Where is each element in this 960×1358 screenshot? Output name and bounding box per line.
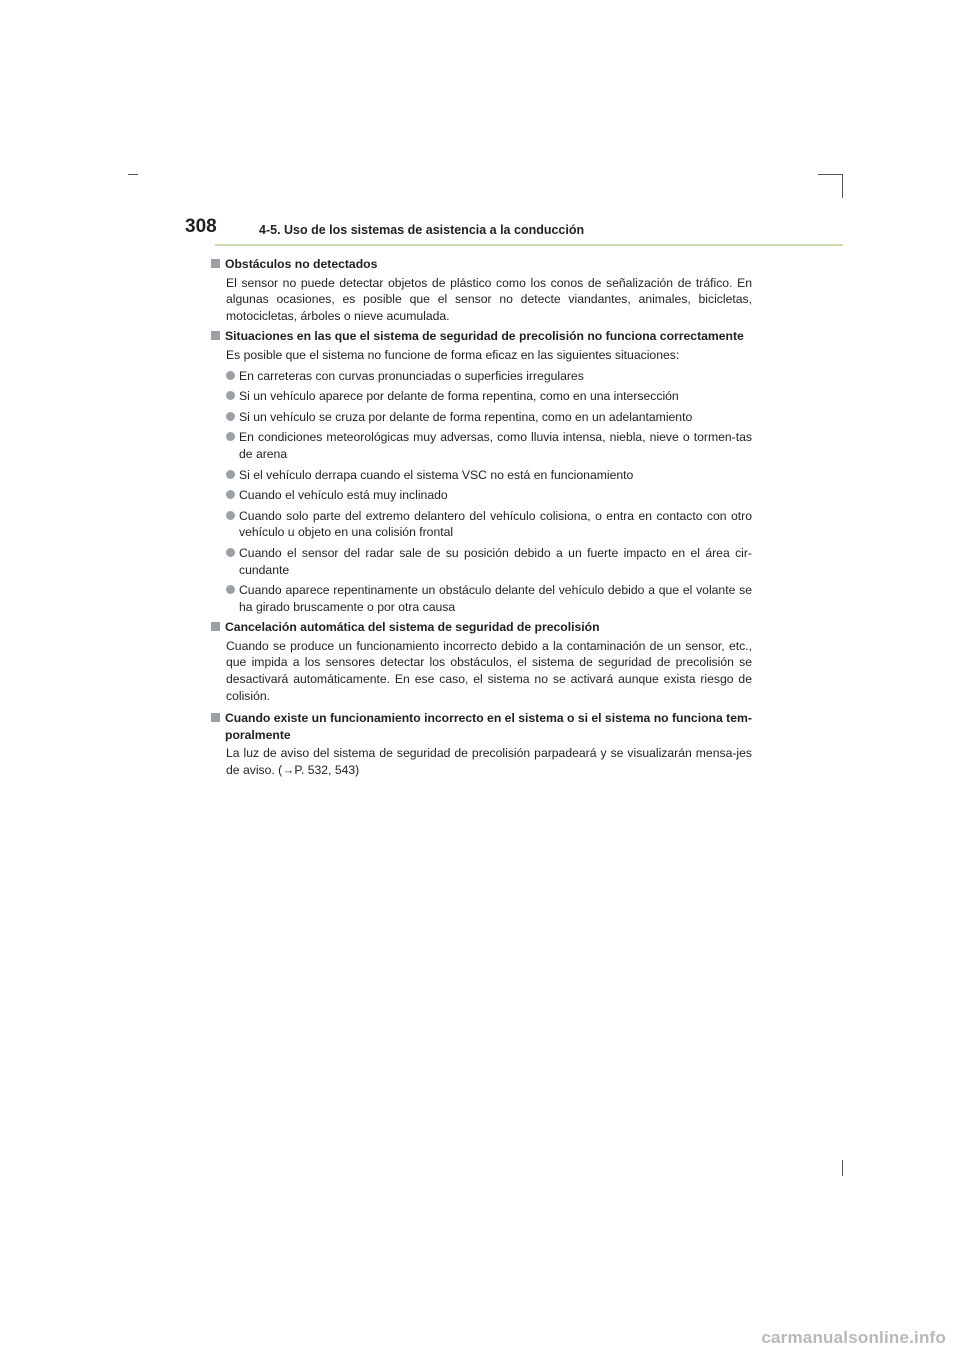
dot-bullet-icon <box>226 412 235 421</box>
section-paragraph: La luz de aviso del sistema de seguridad de precolisión parpadeará y se visualizarán mensa-jes de aviso. (→P. 532, 543) <box>226 746 752 778</box>
section-paragraph: El sensor no puede detectar objetos de plástico como los conos de señalización de tráfico. En algunas ocasiones, es posible que el sensor no detecte viandantes, animales, bicicletas, motocicletas, árboles o nieve acumulada. <box>226 275 752 323</box>
section-heading <box>211 328 752 345</box>
list-item <box>211 582 752 615</box>
square-bullet-icon <box>211 622 220 631</box>
chapter-title: 4-5. Uso de los sistemas de asistencia a la conducción <box>259 223 585 237</box>
page-content <box>211 256 752 779</box>
crop-mark <box>842 174 843 198</box>
dot-bullet-icon <box>226 470 235 479</box>
list-item-text: Cuando el sensor del radar sale de su posición debido a un fuerte impacto en el área cir-cundante <box>239 545 752 577</box>
bullet-list <box>211 368 752 616</box>
section-heading <box>211 256 752 273</box>
dot-bullet-icon <box>226 490 235 499</box>
square-bullet-icon <box>211 331 220 340</box>
square-bullet-icon <box>211 713 220 722</box>
dot-bullet-icon <box>226 511 235 520</box>
crop-mark <box>818 174 842 175</box>
section-heading <box>211 619 752 636</box>
page-number: 308 <box>185 216 217 237</box>
square-bullet-icon <box>211 259 220 268</box>
crop-mark <box>842 1160 843 1176</box>
section-title: Cancelación automática del sistema de seguridad de precolisión <box>225 620 600 635</box>
list-item <box>211 429 752 462</box>
header-divider <box>215 244 843 246</box>
list-item <box>211 368 752 385</box>
section-title: Obstáculos no detectados <box>225 257 378 271</box>
watermark: carmanualsonline.info <box>761 1328 946 1347</box>
list-item-text: En condiciones meteorológicas muy adversas, como lluvia intensa, niebla, nieve o tormen-tas de arena <box>239 430 752 461</box>
list-item-text: Cuando aparece repentinamente un obstáculo delante del vehículo debido a que el volante se ha girado bruscamente o por otra causa <box>239 583 752 614</box>
dot-bullet-icon <box>226 585 235 594</box>
list-item <box>211 409 752 426</box>
section-heading <box>211 710 752 743</box>
list-item <box>211 545 752 578</box>
section-title: Cuando existe un funcionamiento incorrecto en el sistema o si el sistema no funciona tem-poralmente <box>225 711 752 742</box>
list-item <box>211 487 752 504</box>
section-paragraph: Cuando se produce un funcionamiento incorrecto debido a la contaminación de un sensor, etc., que impida a los sensores detectar los obstáculos, el sistema de seguridad de precolisión se desactivará automáticamente. En ese caso, el sistema no se activará aunque exista riesgo de colisión. <box>226 638 752 703</box>
section-title: Situaciones en las que el sistema de seguridad de precolisión no funciona correctamente <box>225 329 744 344</box>
crop-mark <box>128 174 138 175</box>
list-item-text: Si un vehículo aparece por delante de forma repentina, como en una intersección <box>239 389 679 404</box>
dot-bullet-icon <box>226 548 235 557</box>
list-item <box>211 467 752 484</box>
list-item-text: En carreteras con curvas pronunciadas o superficies irregulares <box>239 368 584 383</box>
list-item-text: Si un vehículo se cruza por delante de forma repentina, como en un adelantamiento <box>239 409 693 424</box>
list-item-text: Cuando el vehículo está muy inclinado <box>239 488 448 503</box>
section-paragraph: Es posible que el sistema no funcione de forma eficaz en las siguientes situaciones: <box>226 347 680 362</box>
list-item <box>211 388 752 405</box>
list-item-text: Si el vehículo derrapa cuando el sistema VSC no está en funcionamiento <box>239 467 634 482</box>
list-item <box>211 508 752 541</box>
dot-bullet-icon <box>226 432 235 441</box>
dot-bullet-icon <box>226 371 235 380</box>
list-item-text: Cuando solo parte del extremo delantero del vehículo colisiona, o entra en contacto con otro vehículo u objeto en una colisión frontal <box>239 508 752 540</box>
dot-bullet-icon <box>226 391 235 400</box>
